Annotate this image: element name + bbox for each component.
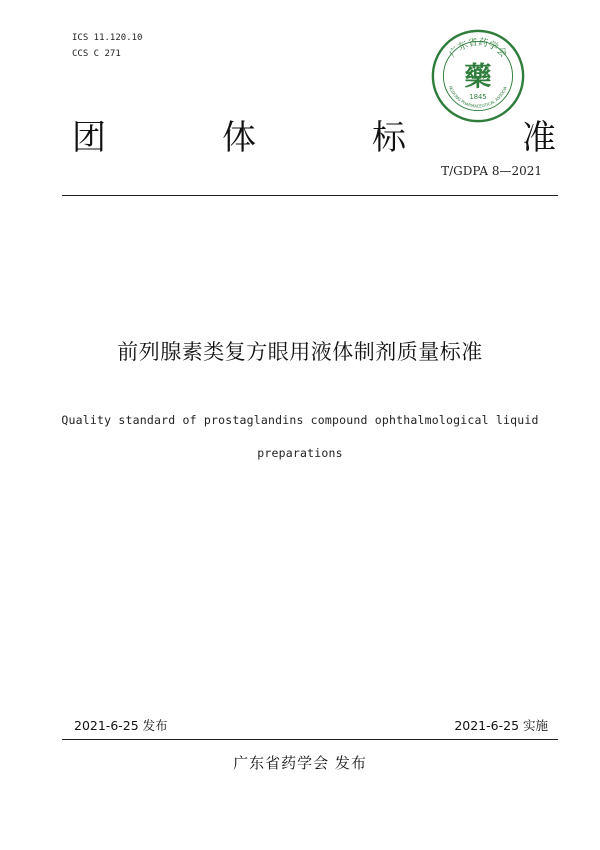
doc-type-char: 准 [522, 118, 556, 158]
top-divider [62, 195, 558, 196]
seal-top-text: 广东省药学会 [447, 37, 509, 60]
english-title-line: Quality standard of prostaglandins compound ophthalmological liquid [61, 413, 539, 427]
document-type-heading [72, 110, 556, 159]
seal-side-text: NGDONG PHARMACEUTICAL ASSOCIA [447, 85, 508, 109]
standard-number: T/GDPA 8—2021 [441, 164, 542, 178]
classification-codes [72, 30, 142, 62]
doc-type-char: 标 [372, 118, 406, 158]
doc-type-char: 团 [72, 118, 106, 158]
bottom-divider [62, 739, 558, 740]
english-title-line: preparations [257, 446, 343, 460]
publish-date: 2021-6-25 发布 [74, 718, 168, 733]
doc-type-char: 体 [222, 118, 256, 158]
ccs-code: CCS C 271 [72, 49, 121, 59]
seal-center-char: 藥 [464, 61, 492, 93]
english-title [40, 404, 560, 470]
chinese-title: 前列腺素类复方眼用液体制剂质量标准 [117, 340, 483, 364]
implement-date: 2021-6-25 实施 [454, 718, 548, 733]
publisher: 广东省药学会 发布 [233, 754, 367, 772]
seal-year: 1845 [469, 93, 487, 102]
ics-code: ICS 11.120.10 [72, 33, 143, 43]
